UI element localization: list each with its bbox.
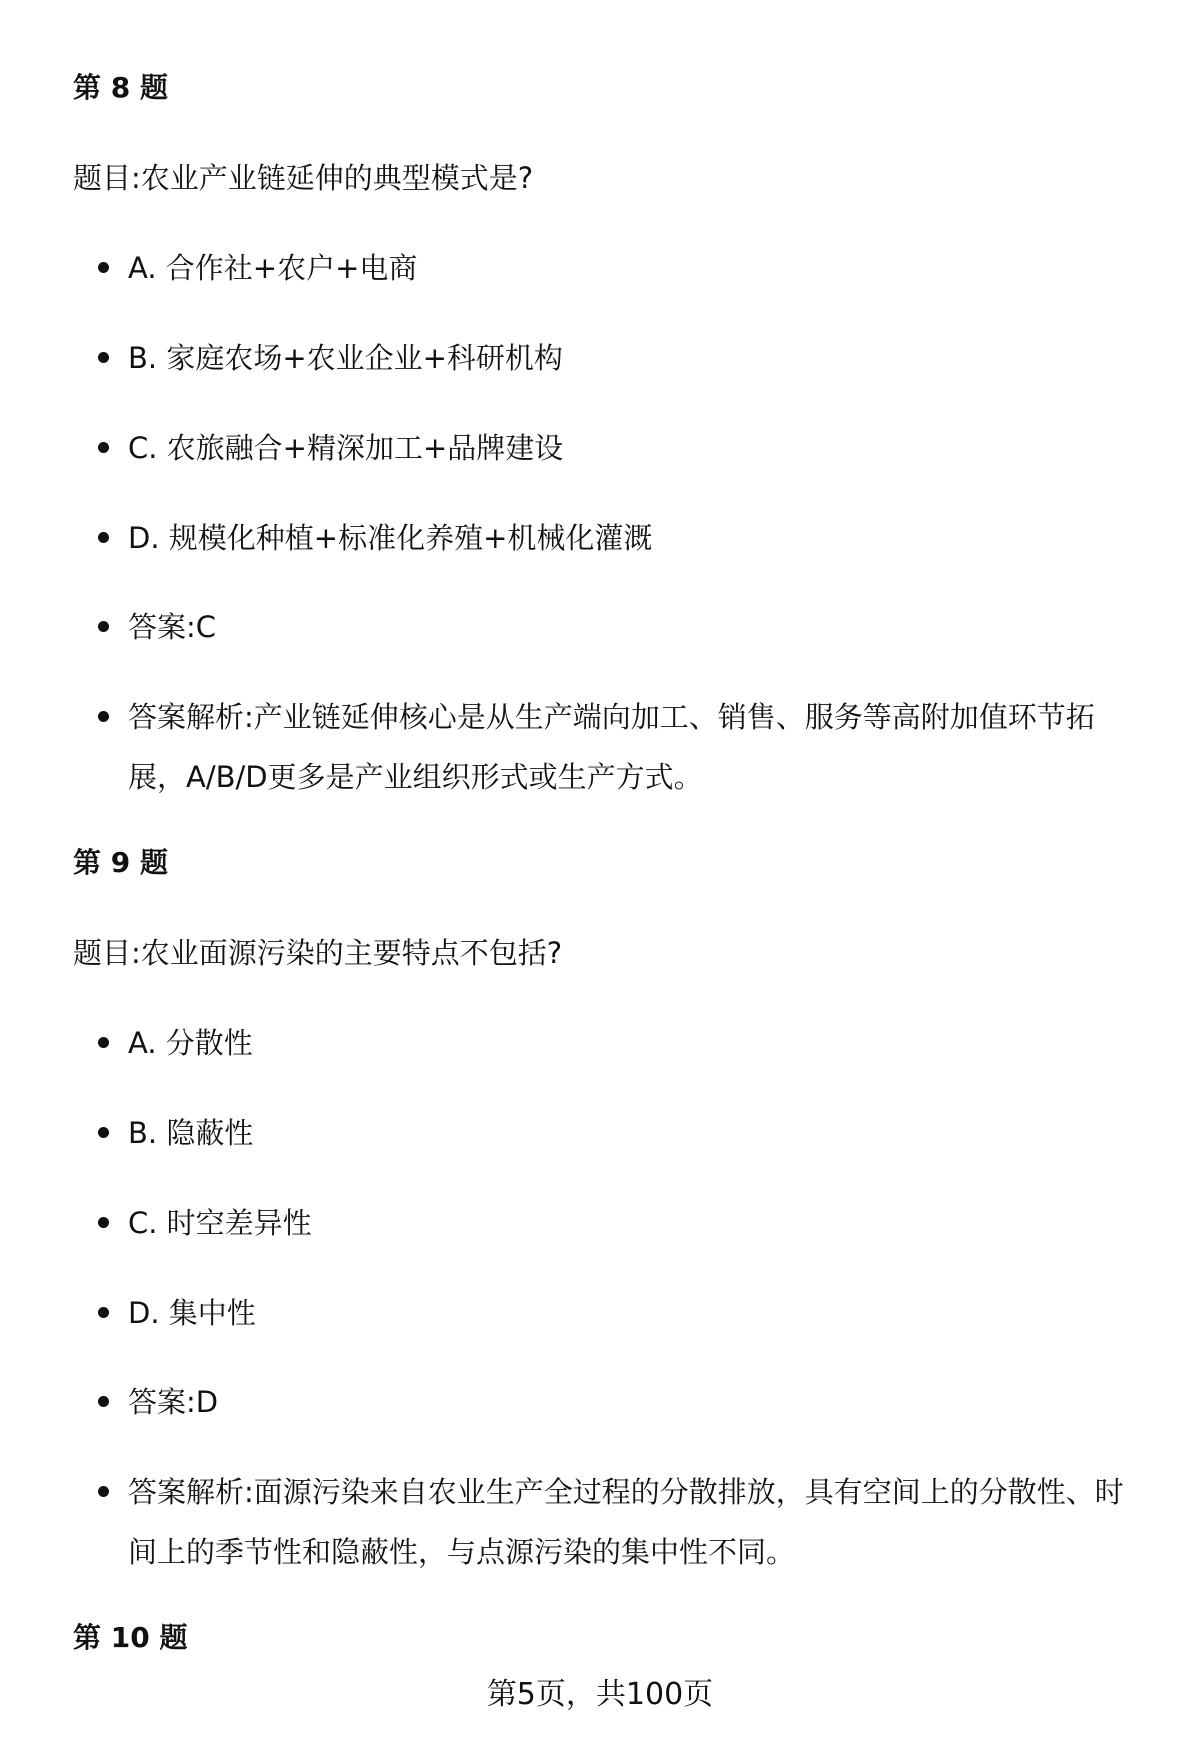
- bullet-icon: [98, 621, 109, 632]
- answer: 答案:C: [128, 610, 217, 644]
- bullet-icon: [98, 711, 109, 722]
- bullet-icon: [98, 442, 109, 453]
- page-number: 第5页，共100页: [486, 1677, 714, 1712]
- option-b: B. 家庭农场+农业企业+科研机构: [128, 341, 563, 375]
- bullet-icon: [98, 352, 109, 363]
- answer-analysis: 答案解析:产业链延伸核心是从生产端向加工、销售、服务等高附加值环节拓展，A/B/D更多是产业组织形式或生产方式。: [128, 700, 1095, 794]
- option-a: A. 合作社+农户+电商: [128, 251, 418, 285]
- question-title: 题目:农业面源污染的主要特点不包括?: [73, 936, 563, 970]
- option-d: D. 规模化种植+标准化养殖+机械化灌溉: [128, 521, 653, 555]
- option-a: A. 分散性: [128, 1026, 253, 1060]
- bullet-icon: [98, 1217, 109, 1228]
- bullet-icon: [98, 1127, 109, 1138]
- bullet-icon: [98, 1037, 109, 1048]
- question-heading: 第 10 题: [73, 1621, 188, 1654]
- option-d: D. 集中性: [128, 1296, 256, 1330]
- bullet-icon: [98, 1307, 109, 1318]
- question-title: 题目:农业产业链延伸的典型模式是?: [73, 161, 534, 195]
- bullet-icon: [98, 1486, 109, 1497]
- answer: 答案:D: [128, 1385, 219, 1419]
- bullet-icon: [98, 262, 109, 273]
- bullet-icon: [98, 532, 109, 543]
- option-c: C. 时空差异性: [128, 1206, 312, 1240]
- bullet-icon: [98, 1396, 109, 1407]
- question-heading: 第 8 题: [73, 71, 168, 104]
- option-c: C. 农旅融合+精深加工+品牌建设: [128, 431, 564, 465]
- option-b: B. 隐蔽性: [128, 1116, 254, 1150]
- answer-analysis: 答案解析:面源污染来自农业生产全过程的分散排放，具有空间上的分散性、时间上的季节性和隐蔽性，与点源污染的集中性不同。: [128, 1475, 1124, 1569]
- question-heading: 第 9 题: [73, 846, 168, 879]
